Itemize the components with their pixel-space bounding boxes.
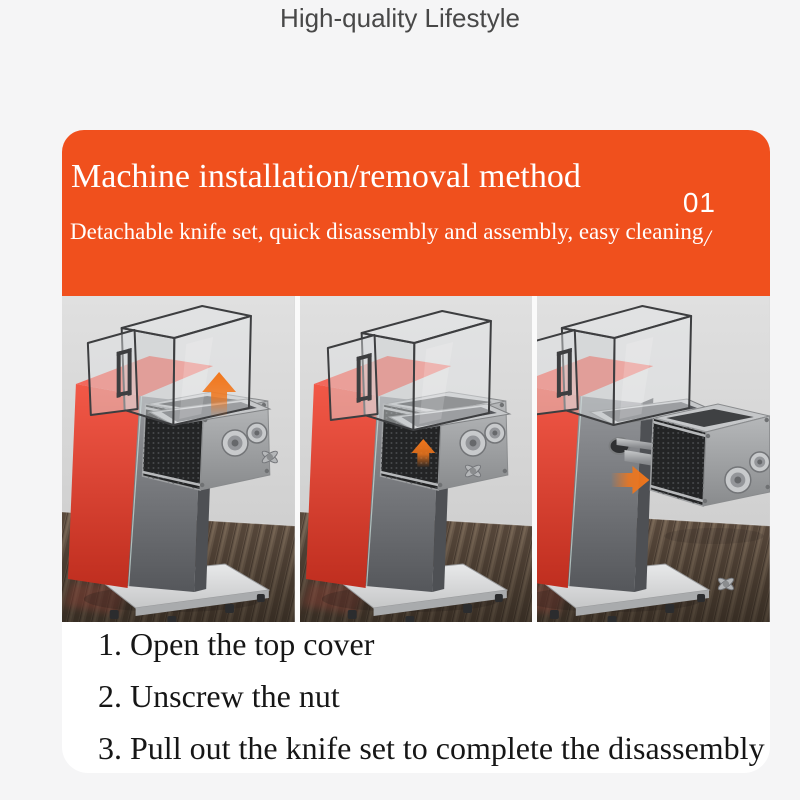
machine-illustration-3 bbox=[537, 296, 770, 622]
subtitle-slash: / bbox=[704, 226, 711, 251]
content-card bbox=[62, 130, 770, 773]
instruction-step-3: 3. Pull out the knife set to complete the disassembly bbox=[98, 730, 765, 766]
page-title: High-quality Lifestyle bbox=[280, 3, 520, 33]
instruction-step-2: 2. Unscrew the nut bbox=[98, 678, 340, 714]
banner-subtitle: Detachable knife set, quick disassembly and assembly, easy cleaning/ bbox=[70, 217, 711, 247]
instruction-step-1: 1. Open the top cover bbox=[98, 626, 375, 662]
banner-title: Machine installation/removal method bbox=[71, 158, 581, 195]
step-photo-unscrew-nut bbox=[300, 296, 533, 622]
banner-section-number: 01 bbox=[682, 187, 716, 218]
step-photo-pull-out-knife-set bbox=[537, 296, 770, 622]
machine-illustration-2 bbox=[300, 296, 533, 622]
machine-illustration-1 bbox=[62, 296, 295, 622]
step-photo-open-cover bbox=[62, 296, 295, 622]
instruction-list bbox=[98, 618, 765, 773]
step-photos-row bbox=[62, 296, 770, 622]
section-banner bbox=[62, 130, 770, 296]
